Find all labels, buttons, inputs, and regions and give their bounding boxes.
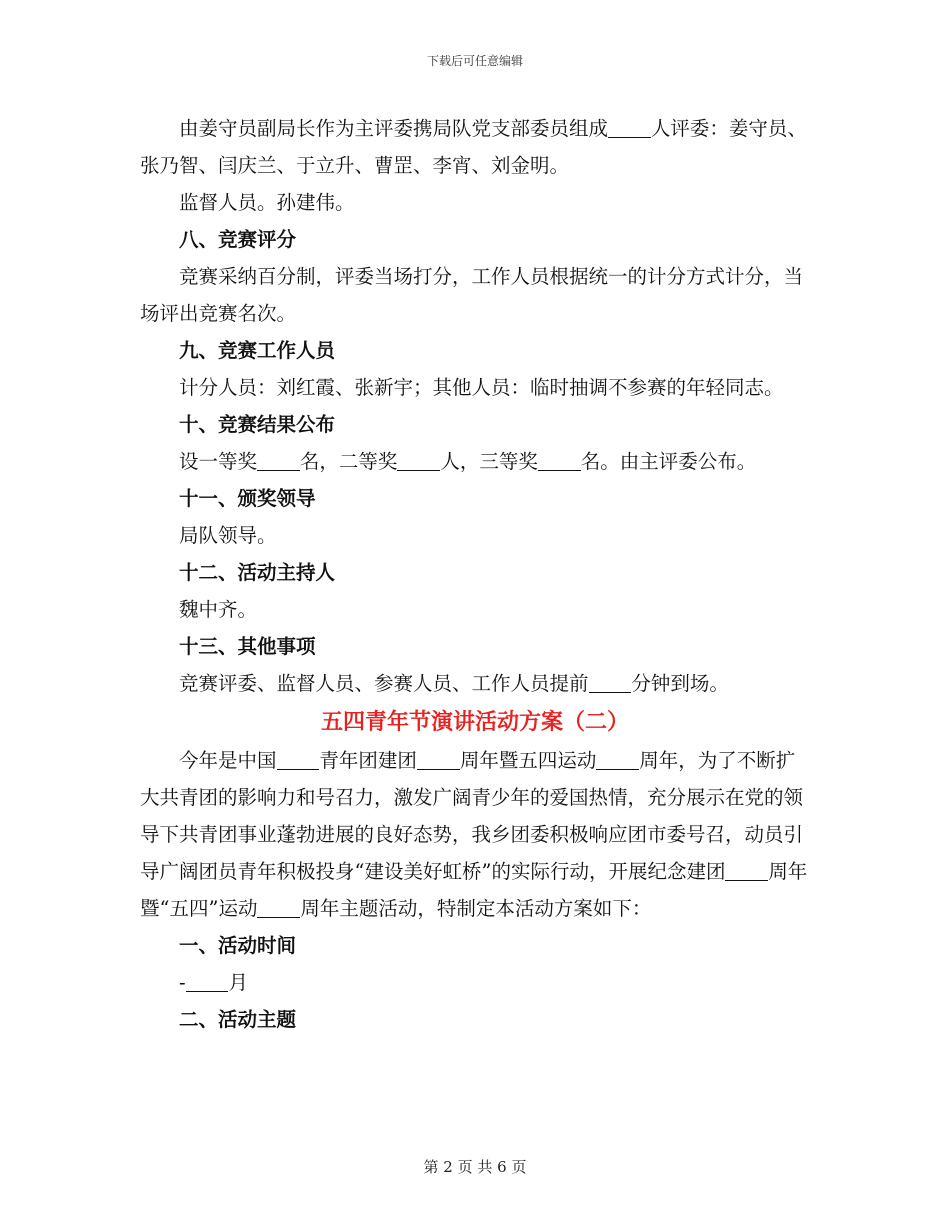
heading-results: 十、竞赛结果公布: [179, 413, 336, 436]
staff-paragraph: 计分人员：刘红霞、张新宇；其他人员：临时抽调不参赛的年轻同志。: [179, 376, 784, 399]
supervisor-paragraph: 监督人员。孙建伟。: [179, 191, 355, 214]
award-leaders-paragraph: 局队领导。: [179, 524, 277, 547]
blank-line: [538, 451, 581, 472]
scoring-paragraph: 竞赛采纳百分制，评委当场打分，工作人员根据统一的计分方式计分，当场评出竞赛名次。: [140, 265, 804, 325]
host-paragraph: 魏中齐。: [179, 598, 258, 621]
blank-line: [589, 673, 632, 694]
results-paragraph: 设一等奖 名，二等奖 人，三等奖 名。由主评委公布。: [179, 450, 757, 473]
document-body: [140, 110, 810, 1038]
blank-line: [257, 898, 300, 919]
blank-line: [608, 118, 651, 139]
blank-line: [186, 972, 229, 993]
page-footer: 第 2 页 共 6 页: [423, 1158, 527, 1176]
heading-scoring: 八、竞赛评分: [179, 228, 297, 251]
section-title: 五四青年节演讲活动方案（二）: [320, 709, 629, 735]
heading-host: 十二、活动主持人: [179, 561, 336, 584]
blank-line: [596, 750, 639, 771]
heading-activity-time: 一、活动时间: [179, 934, 297, 957]
blank-line: [397, 451, 440, 472]
judges-paragraph: 由姜守员副局长作为主评委携局队党支部委员组成 人评委：姜守员、张乃智、闫庆兰、于立升、曹罡、李宵、刘金明。: [140, 117, 807, 177]
blank-line: [417, 750, 460, 771]
intro-paragraph: 今年是中国 青年团建团 周年暨五四运动 周年，为了不断扩大共青团的影响力和号召力，激发广阔青少年的爱国热情，充分展示在党的领导下共青团事业蓬勃进展的良好态势，我乡团委积极响应团市委号召，动员引导广阔团员青年积极投身“建设美好虹桥”的实际行动，开展纪念建团 周年暨“五四”运动 周年主题活动，特制定本活动方案如下：: [140, 749, 808, 920]
blank-line: [725, 861, 768, 882]
blank-line: [257, 451, 300, 472]
activity-time-paragraph: - 月: [179, 971, 248, 994]
heading-staff: 九、竞赛工作人员: [179, 339, 336, 362]
page-header: 下载后可任意编辑: [426, 54, 523, 68]
heading-other: 十三、其他事项: [179, 635, 316, 658]
blank-line: [277, 750, 320, 771]
other-paragraph: 竞赛评委、监督人员、参赛人员、工作人员提前 分钟到场。: [179, 672, 729, 695]
heading-activity-theme: 二、活动主题: [179, 1008, 297, 1031]
heading-award-leaders: 十一、颁奖领导: [179, 487, 316, 510]
